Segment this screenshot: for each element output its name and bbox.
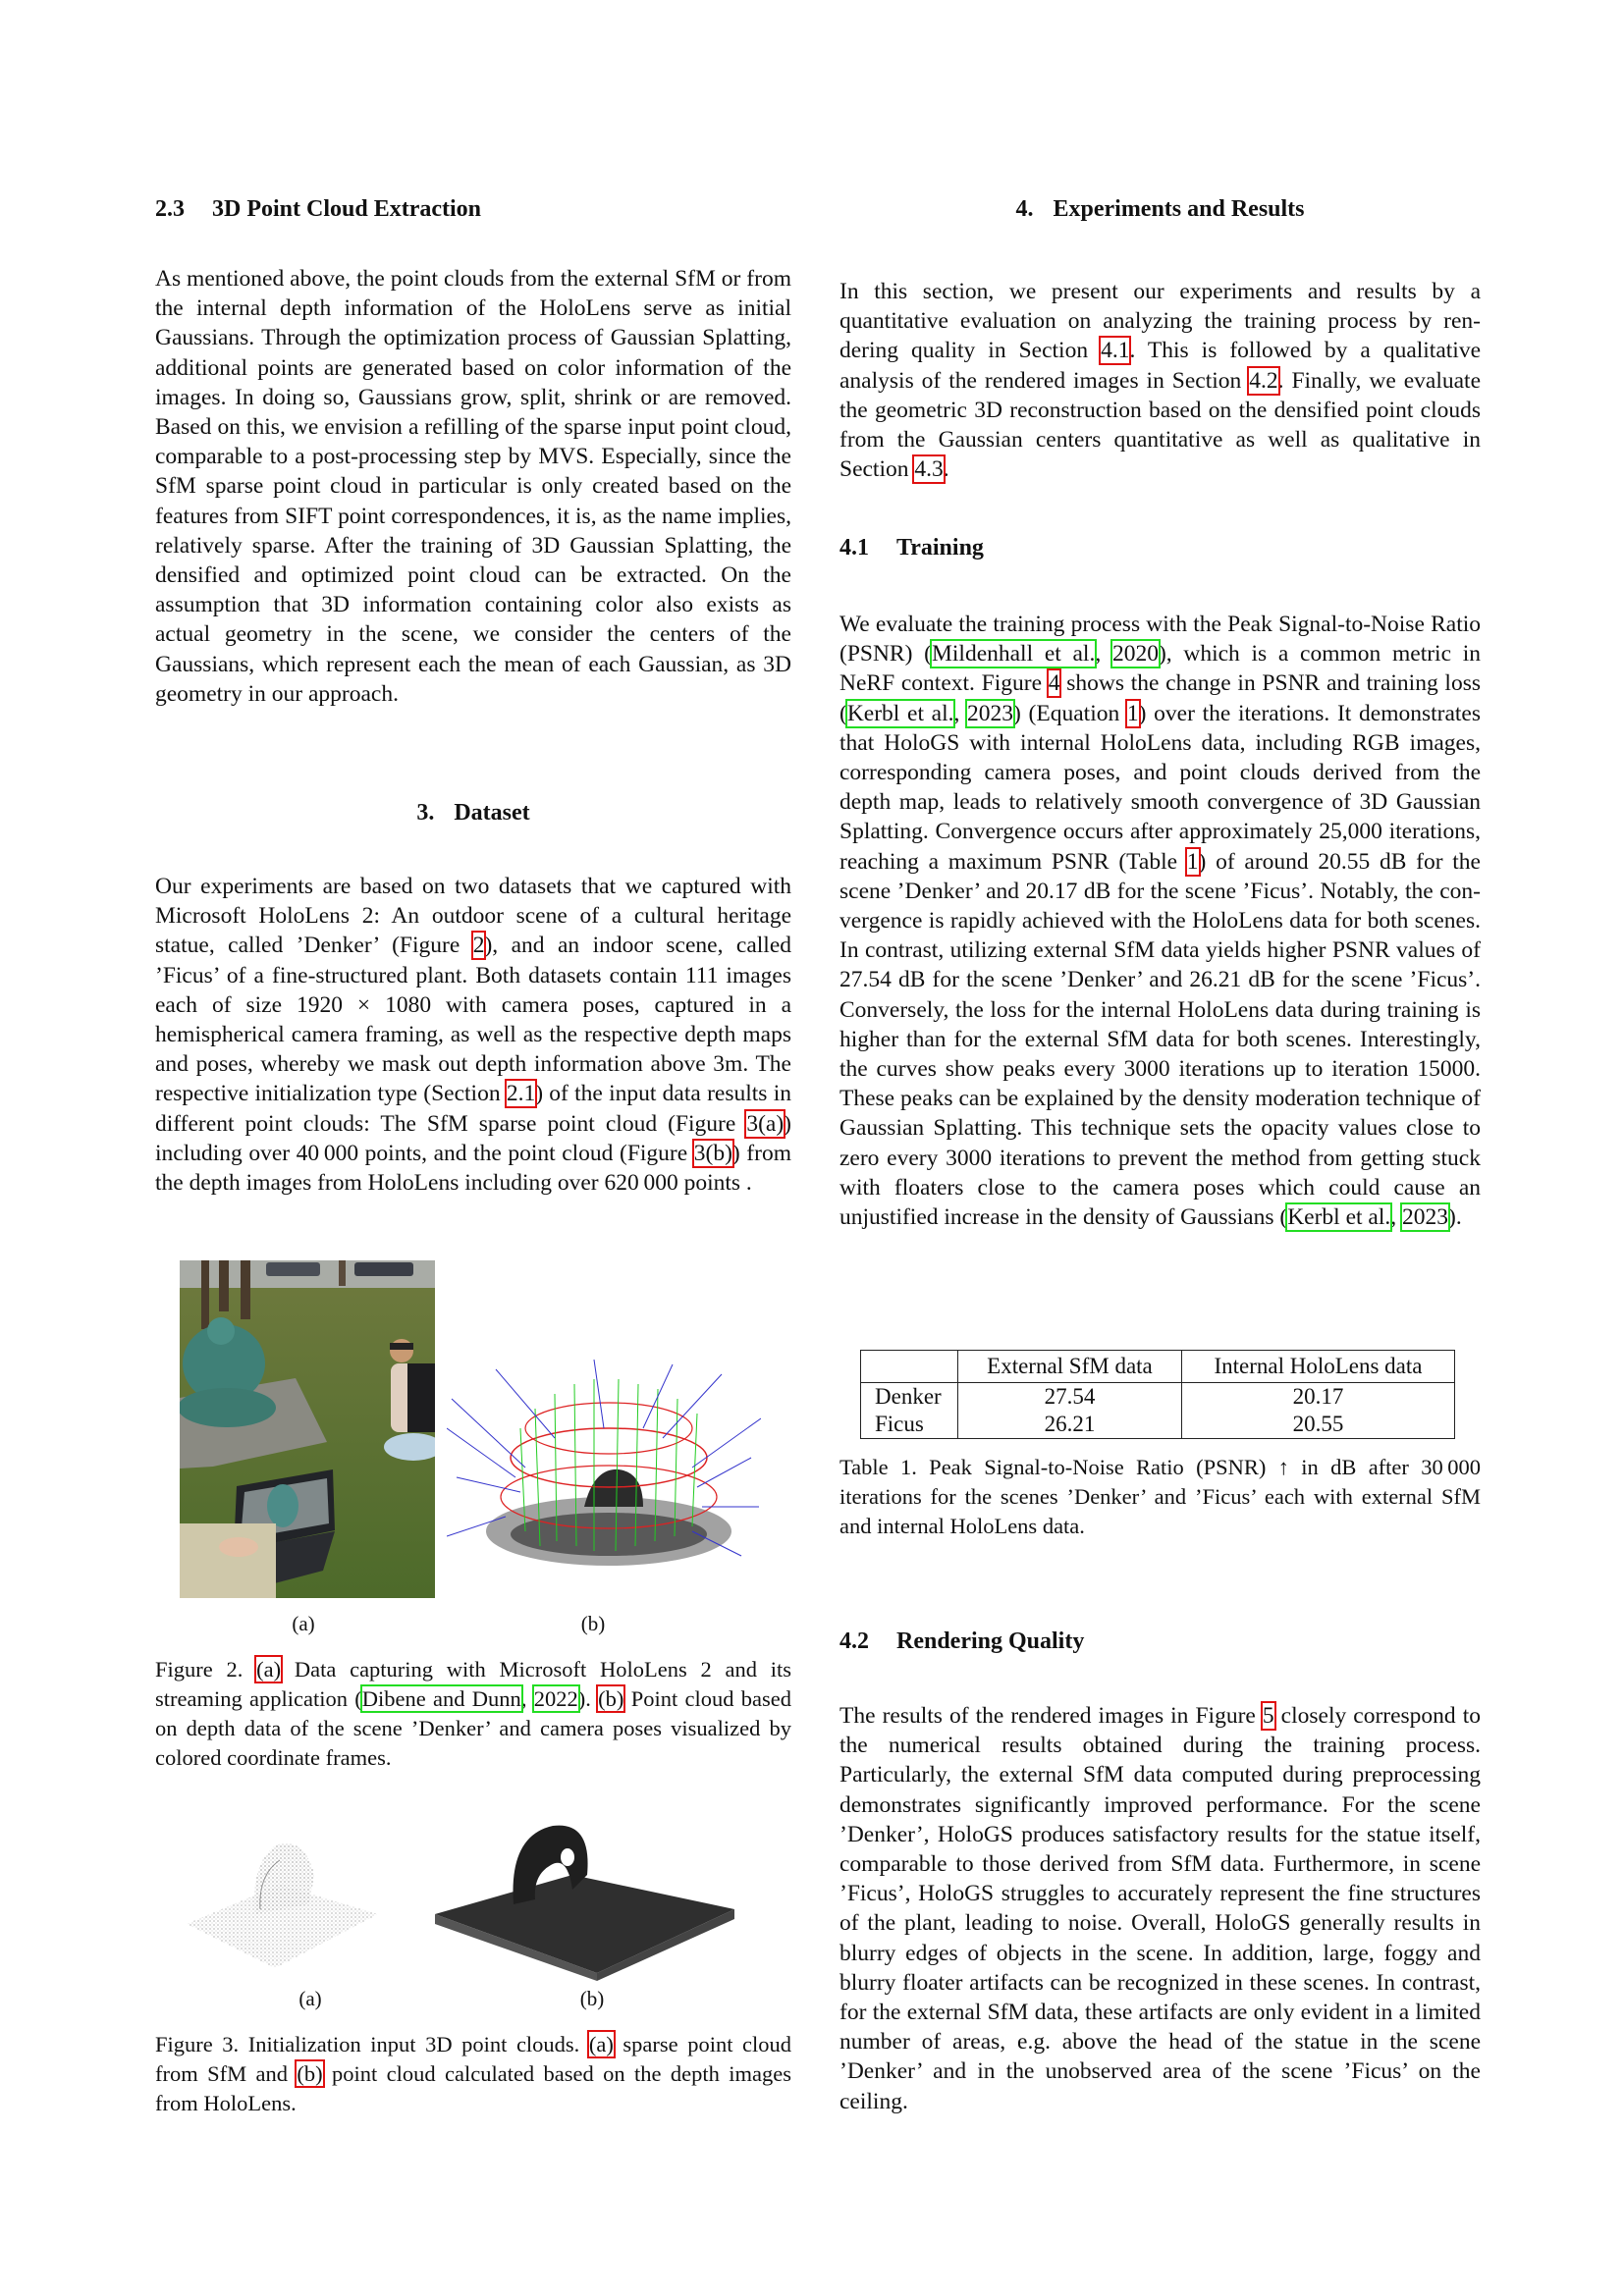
text-run: , bbox=[520, 1686, 534, 1711]
section-number: 3. bbox=[416, 800, 435, 826]
section-2-3-body: As mentioned above, the point clouds from the external SfM or from the internal depth information of the HoloLens serve as initial Gaussians. Through the optimization process of Gaussian Splatting, additional points are generated based on color information of the images. In doing so, Gaussians grow, split, shrink or are removed. Based on this, we envision a refilling of the sparse input point cloud, comparable to a post-processing step by MVS. Especially, since the SfM sparse point cloud in particular is only created based on the features from SIFT point correspondences, it is, as the name implies, relatively sparse. After the training of 3D Gaussian Splatting, the densified and optimized point cloud can be extracted. On the assumption that 3D information containing color also exists as actual geometry in the scene, we consider the centers of the Gaussians, which represent each the mean of each Gaussian, as 3D geometry in our approach. bbox=[155, 266, 791, 707]
citation-kerbl-year-link[interactable]: 2023 bbox=[1402, 1204, 1448, 1231]
section-2-1-link[interactable]: 2.1 bbox=[506, 1081, 536, 1107]
statue-capture-photo-image bbox=[180, 1260, 435, 1598]
text-run: ), which is a common metric in NeRF context. Figure bbox=[839, 641, 1482, 697]
text-run: ) of the input data results in different point clouds: The SfM sparse point cloud (Figure bbox=[155, 1081, 791, 1137]
text-run: Our experiments are based on two datasets that we captured with Microsoft HoloLens 2: An outdoor scene of a cultural heritage statue, called ’Denker’ (Figure bbox=[155, 874, 791, 959]
figure-2-caption bbox=[155, 1655, 791, 1773]
figure-3a-label: (a) bbox=[298, 1987, 322, 2010]
section-number: 2.3 bbox=[155, 196, 185, 222]
text-run: ) from the depth images from HoloLens including over 620 000 points . bbox=[155, 1140, 791, 1197]
figure-2b-pointcloud bbox=[447, 1360, 761, 1600]
section-title: Training bbox=[896, 535, 984, 561]
section-4-3-link[interactable]: 4.3 bbox=[914, 456, 944, 483]
citation-year-link[interactable]: 2022 bbox=[533, 1686, 578, 1711]
text-run: . bbox=[943, 456, 949, 483]
section-number: 4. bbox=[1015, 196, 1034, 222]
section-4-2-link[interactable]: 4.2 bbox=[1249, 367, 1278, 394]
table-cell: Denker bbox=[875, 1384, 942, 1409]
citation-kerbl-year-link[interactable]: 2023 bbox=[967, 700, 1014, 726]
figure-3-caption bbox=[155, 2030, 791, 2118]
text-run: Point cloud based on depth data of the scene ’Denker’ and camera poses visualized by colored coordinate frames. bbox=[155, 1686, 792, 1770]
section-title: Dataset bbox=[454, 800, 530, 826]
citation-kerbl-author-link[interactable]: Kerbl et al. bbox=[1287, 1204, 1391, 1231]
table-header-cell: External SfM data bbox=[958, 1351, 1182, 1383]
section-2-3-heading bbox=[155, 194, 481, 224]
figure-2a-photo bbox=[180, 1260, 435, 1598]
caption-label: Figure 3. Initialization input 3D point clouds. bbox=[155, 2032, 589, 2056]
table-cell: 20.55 bbox=[1181, 1411, 1454, 1439]
text-run: ) including over 40 000 points, and the point cloud (Figure bbox=[155, 1110, 791, 1166]
table-row bbox=[861, 1383, 1455, 1412]
section-4-1-body: We evaluate the training process with the Peak Signal-to-Noise Ratio (PSNR) (Mildenhall et al., 2020), which is a common metric in NeRF context. Figure 4 shows the change in PSNR and training loss (Kerbl et al., 2023) (Equation 1) over the iterations. It demonstrates that HoloGS with internal HoloLens data, including RGB images, corresponding camera poses, and point clouds derived from the depth map, leads to relatively smooth convergence of 3D Gaussian Splatting. Convergence occurs after approximately 25,000 iterations, reaching a maximum PSNR (Table 1) of around 20.55 dB for the scene ’Denker’ and 20.17 dB for the scene ’Ficus’. Notably, the convergence is rapidly achieved with the HoloLens data for both scenes. In contrast, utilizing external SfM data yields higher PSNR values of 27.54 dB for the scene ’Denker’ and 26.21 dB for the scene ’Ficus’. Conversely, the loss for the internal HoloLens data during training is higher than for the external SfM data for both scenes. Interestingly, the curves show peaks every 3000 iterations up to iteration 15000. These peaks can be explained by the density moderation technique of Gaussian Splatting. This technique sets the opacity values close to zero every 3000 iterations to prevent the method from getting stuck with floaters close to the camera poses which could cause an unjustified increase in the density of Gaussians (Kerbl et al., 2023). bbox=[839, 612, 1482, 1231]
dense-depth-point-cloud-image bbox=[425, 1816, 749, 1983]
figure-2-link[interactable]: 2 bbox=[472, 933, 485, 959]
depth-point-cloud-with-camera-frames-image bbox=[447, 1360, 761, 1600]
table-1-link[interactable]: 1 bbox=[1186, 848, 1199, 875]
table-cell: Ficus bbox=[875, 1412, 924, 1436]
sparse-sfm-point-cloud-image bbox=[182, 1806, 378, 1978]
section-title: Experiments and Results bbox=[1053, 196, 1305, 222]
table-cell: 20.17 bbox=[1181, 1383, 1454, 1412]
section-4-1-heading bbox=[839, 533, 984, 562]
text-run: . Finally, we evaluate the geometric 3D reconstruction based on the densified point clouds from the Gaussian centers quantitative as well as qualitative in Section bbox=[839, 367, 1481, 483]
caption-label: Figure 2. bbox=[155, 1657, 257, 1682]
text-run: point cloud calculated based on the depth images from HoloLens. bbox=[155, 2061, 791, 2115]
figure-3b-dense-cloud bbox=[425, 1816, 749, 1983]
figure-3b-label: (b) bbox=[579, 1987, 605, 2010]
section-4-2-body bbox=[839, 1701, 1481, 2116]
citation-kerbl-author-link[interactable]: Kerbl et al. bbox=[846, 700, 954, 726]
figure-2b-link[interactable]: (b) bbox=[598, 1686, 624, 1711]
figure-3a-sparse-cloud bbox=[182, 1806, 378, 1978]
text-run: ). bbox=[1448, 1204, 1462, 1231]
figure-3b-link[interactable]: (b) bbox=[297, 2061, 323, 2086]
figure-2b-label: (b) bbox=[580, 1612, 606, 1635]
text-run: sparse point cloud from SfM and bbox=[155, 2032, 792, 2086]
section-3-body bbox=[155, 872, 791, 1198]
text-run: ) (Equation bbox=[1013, 700, 1127, 726]
citation-author-link[interactable]: Dibene and Dunn bbox=[361, 1686, 521, 1711]
text-run: We evaluate the training process with the Peak Signal-to-Noise Ratio (PSNR) ( bbox=[839, 612, 1481, 667]
text-run: ), and an indoor scene, called ’Ficus’ of a fine-structured plant. Both datasets contain 111 images each of size 1920 × 1080 with camera poses, captured in a hemispherical camera framing, as well as the respective depth maps and poses, whereby we mask out depth information above 3m. The respective initialization type (Section bbox=[155, 933, 792, 1107]
table-cell: 27.54 bbox=[958, 1383, 1182, 1412]
figure-5-link[interactable]: 5 bbox=[1262, 1703, 1274, 1729]
citation-mildenhall-author-link[interactable]: Mildenhall et al. bbox=[931, 641, 1096, 667]
figure-2a-label: (a) bbox=[292, 1612, 315, 1635]
section-title: Rendering Quality bbox=[896, 1629, 1085, 1654]
text-run: Data capturing with Microsoft HoloLens 2 and its streaming application ( bbox=[155, 1657, 791, 1711]
figure-3b-link[interactable]: 3(b) bbox=[693, 1140, 732, 1166]
figure-3a-link[interactable]: 3(a) bbox=[746, 1110, 785, 1137]
table-header-cell bbox=[861, 1351, 958, 1383]
figure-2a-link[interactable]: (a) bbox=[256, 1657, 282, 1682]
table-1-caption: Table 1. Peak Signal-to-Noise Ratio (PSNR) ↑ in dB after 30 000 iterations for the scenes ’Denker’ and ’Ficus’ each with external SfM and internal HoloLens data. bbox=[839, 1455, 1481, 1538]
text-run: ) of around 20.55 dB for the scene ’Denker’ and 20.17 dB for the scene ’Ficus’. Notably, the convergence is rapidly achieved with the HoloLens data for both scenes. In contrast, utilizing external SfM data yields higher PSNR values of 27.54 dB for the scene ’Denker’ and 26.21 dB for the scene ’Ficus’. Conversely, the loss for the internal HoloLens data during training is higher than for the external SfM data for both scenes. Interestingly, the curves show peaks every 3000 iterations up to iteration 15000. These peaks can be explained by the density moderation technique of Gaussian Splatting. This technique sets the opacity values close to zero every 3000 iterations to prevent the method from getting stuck with floaters close to the camera poses which could cause an unjustified increase in the density of Gaussians ( bbox=[839, 848, 1481, 1231]
section-3-heading bbox=[155, 798, 791, 828]
table-header-cell: Internal HoloLens data bbox=[1181, 1351, 1454, 1383]
text-run: ) over the iterations. It demonstrates that HoloGS with internal HoloLens data, including RGB images, corresponding camera poses, and point clouds derived from the depth map, leads to relatively smooth convergence of 3D Gaussian Splatting. Convergence occurs after approximately 25,000 iterations, reaching a maximum PSNR (Table bbox=[839, 700, 1482, 875]
table-cell: 26.21 bbox=[958, 1411, 1182, 1439]
table-row bbox=[861, 1411, 1455, 1439]
psnr-table bbox=[860, 1350, 1455, 1439]
text-run: closely correspond to the numerical results obtained during the training process. Particularly, the external SfM data computed during preprocessing demonstrates significantly improved performance. For the scene ’Denker’, HoloGS produces satisfactory results for the statue itself, comparable to those derived from SfM data. Furthermore, in scene ’Ficus’, HoloGS struggles to accurately represent the fine structures of the plant, leading to noise. Overall, HoloGS generally results in blurry edges of objects in the scene. In addition, large, foggy and blurry floater artifacts can be recognized in these scenes. In contrast, for the external SfM data, these artifacts are only evident in a limited number of areas, e.g. above the head of the statue in the scene ’Denker’ and in the unobserved area of the scene ’Ficus’ on the ceiling. bbox=[839, 1703, 1481, 2114]
section-number: 4.1 bbox=[839, 535, 869, 561]
text-run: The results of the rendered images in Figure bbox=[839, 1703, 1263, 1729]
section-4-2-heading bbox=[839, 1627, 1084, 1656]
equation-1-link[interactable]: 1 bbox=[1126, 700, 1139, 726]
text-run: shows the change in PSNR and training loss ( bbox=[839, 670, 1481, 726]
section-4-body bbox=[839, 277, 1481, 484]
text-run: . This is followed by a qualitative analysis of the rendered images in Section bbox=[839, 338, 1481, 394]
text-run: In this section, we present our experiments and results by a quantitative evaluation on analyzing the training process by rendering quality in Section bbox=[839, 279, 1481, 364]
table-header-row bbox=[861, 1351, 1455, 1383]
citation-mildenhall-year-link[interactable]: 2020 bbox=[1111, 641, 1159, 667]
section-number: 4.2 bbox=[839, 1629, 869, 1654]
text-run: ). bbox=[577, 1686, 599, 1711]
figure-4-link[interactable]: 4 bbox=[1048, 670, 1060, 697]
figure-3a-link[interactable]: (a) bbox=[588, 2032, 614, 2056]
section-title: 3D Point Cloud Extraction bbox=[212, 196, 482, 222]
section-4-heading bbox=[839, 194, 1481, 224]
section-4-1-link[interactable]: 4.1 bbox=[1101, 338, 1130, 364]
